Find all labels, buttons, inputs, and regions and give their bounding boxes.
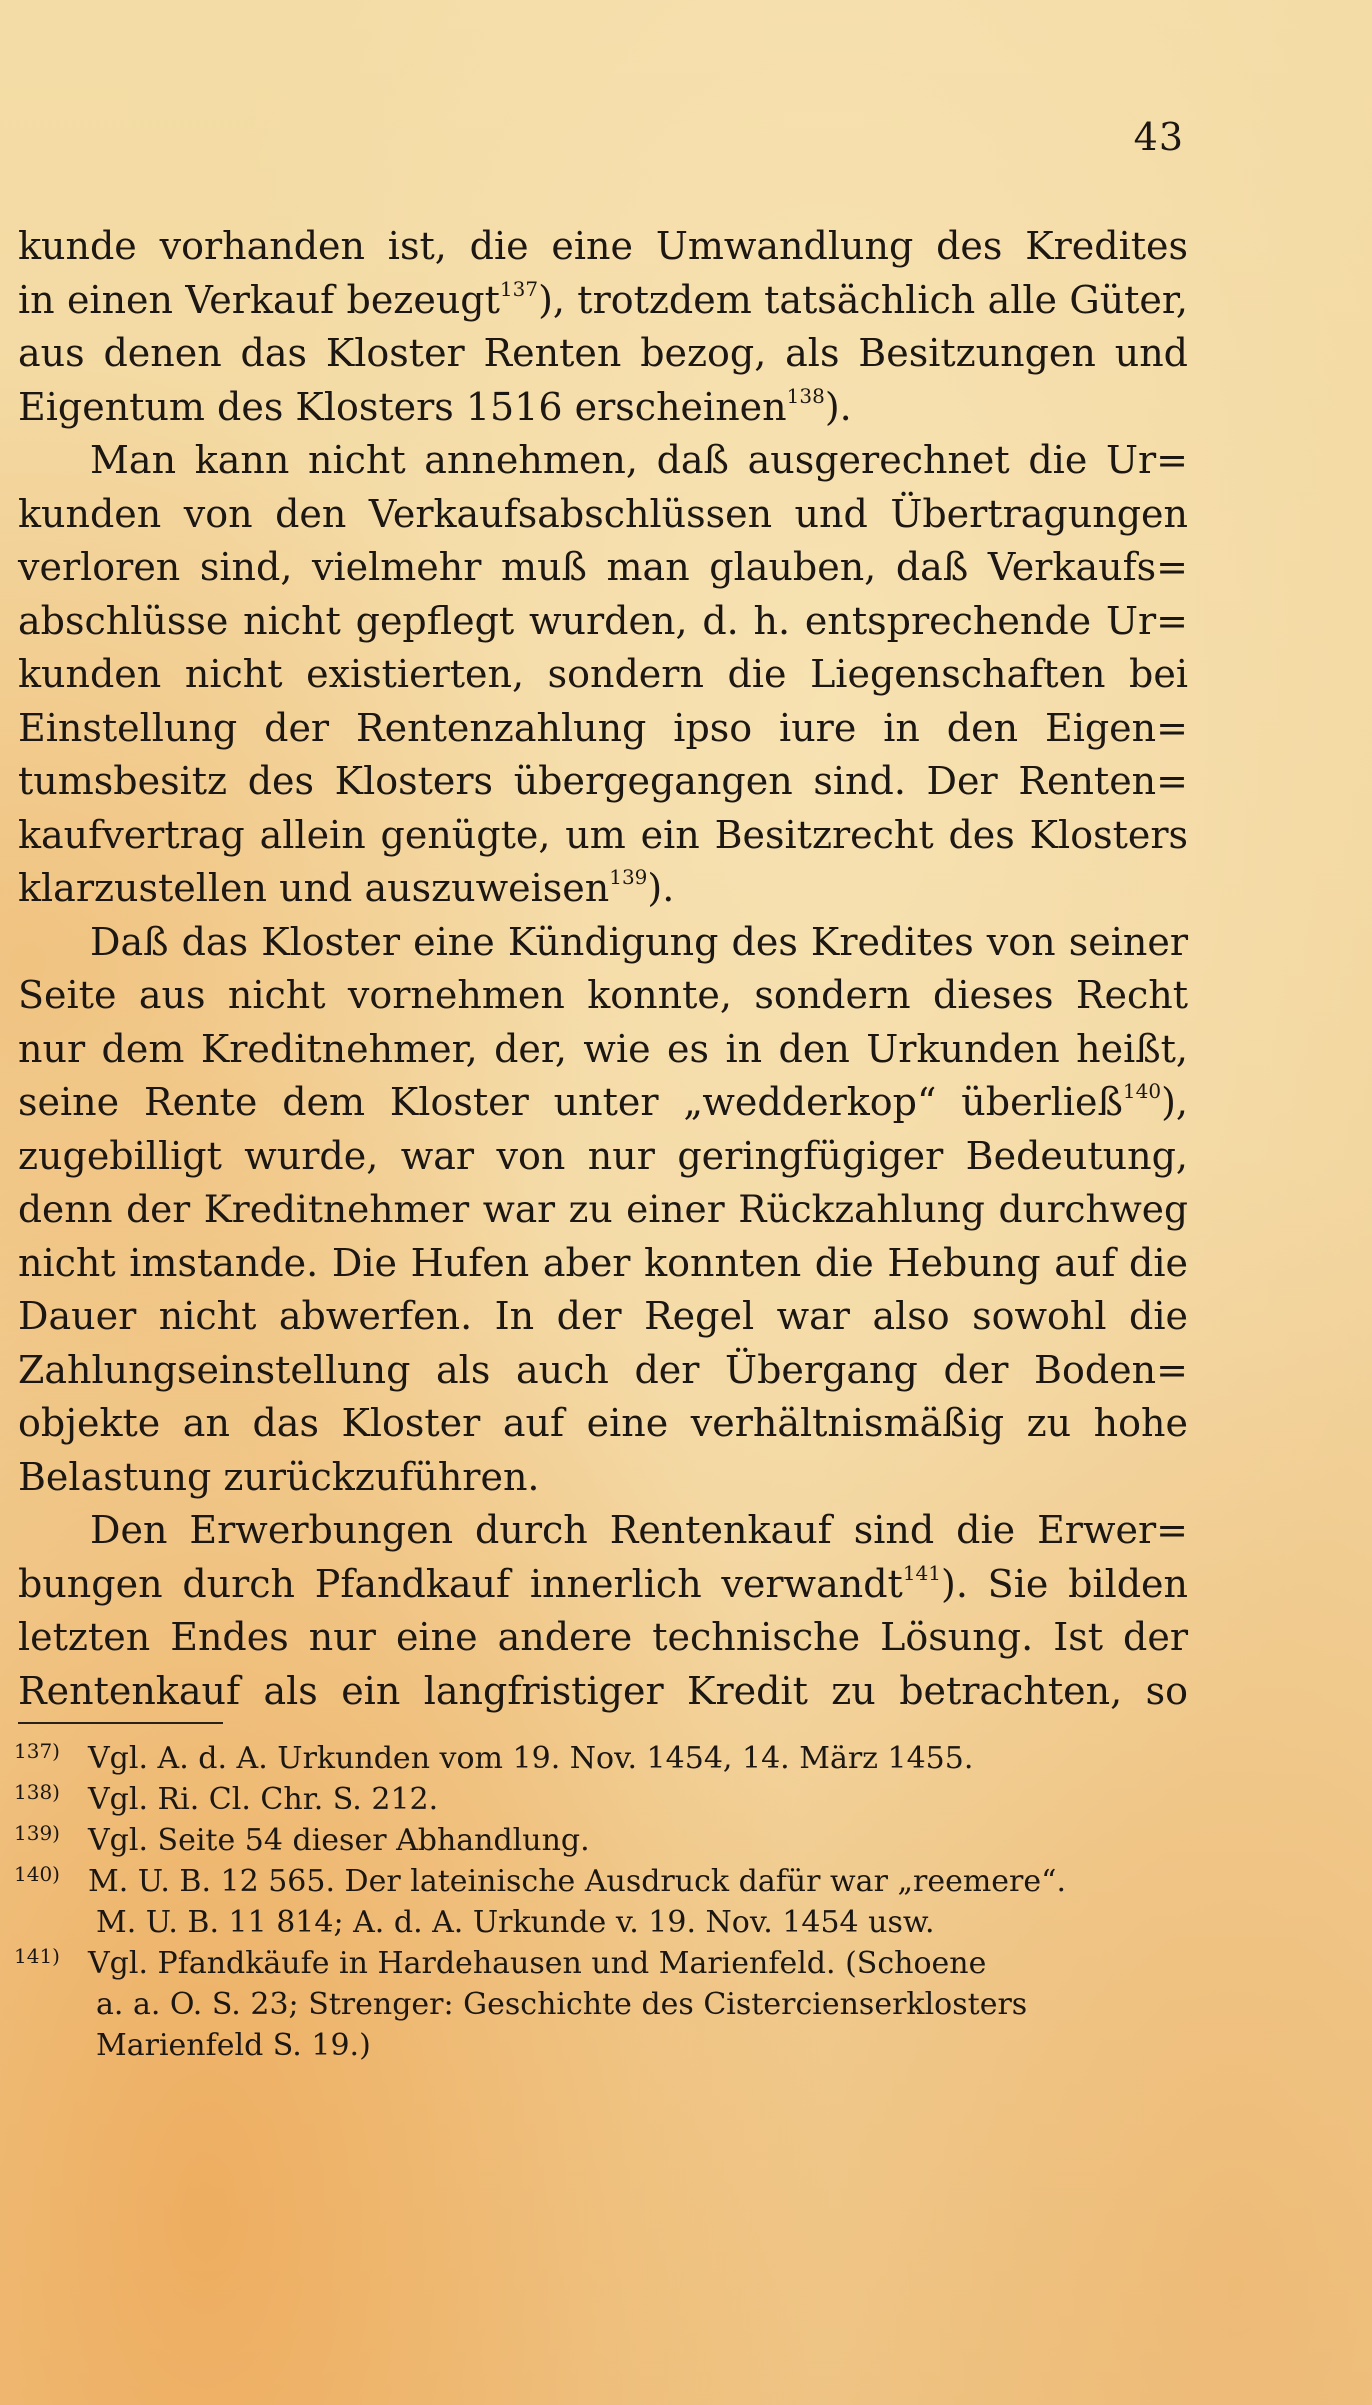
text-line (18, 274, 1188, 328)
footnote (14, 1943, 1194, 2066)
text-line-content: tumsbesitz des Klosters übergegangen sind. Der Renten= (18, 759, 1188, 803)
text-line-content: klarzustellen und auszuweisen (18, 866, 610, 910)
footnote-reference: 139 (609, 865, 648, 889)
text-line (18, 916, 1188, 970)
text-line (18, 702, 1188, 756)
text-line (18, 541, 1188, 595)
text-line-content: abschlüsse nicht gepflegt wurden, d. h. entsprechende Ur= (18, 598, 1188, 643)
text-line-tail: ). (824, 384, 852, 429)
text-line-content: kunden von den Verkaufsabschlüssen und Übertragungen (18, 491, 1188, 536)
text-line (18, 327, 1188, 381)
footnote-number: 137) (14, 1739, 60, 1763)
text-line (18, 1237, 1188, 1291)
footnote-number: 141) (14, 1944, 60, 1968)
text-line-content: kunden nicht existierten, sondern die Liegenschaften bei (18, 652, 1188, 696)
footnote-number: 138) (14, 1780, 60, 1804)
footnote (14, 1779, 1194, 1820)
footnote-reference: 141 (902, 1560, 941, 1585)
footnote-text: Vgl. Ri. Cl. Chr. S. 212. (88, 1782, 439, 1817)
text-line (18, 862, 1188, 916)
text-line (18, 1558, 1188, 1612)
footnote-number: 140) (14, 1862, 60, 1886)
page-number: 43 (1133, 115, 1184, 159)
text-line-content: aus denen das Kloster Renten bezog, als Besitzungen und (18, 331, 1188, 375)
text-line (18, 1076, 1188, 1130)
footnote (14, 1738, 1194, 1779)
text-line (18, 595, 1188, 649)
text-line-content: bungen durch Pfandkauf innerlich verwandt (18, 1561, 903, 1606)
footnote-number: 139) (14, 1821, 60, 1845)
text-line (18, 648, 1188, 702)
text-line-content: Dauer nicht abwerfen. In der Regel war also sowohl die (18, 1294, 1188, 1338)
text-line-content: Einstellung der Rentenzahlung ipso iure in den Eigen= (18, 705, 1188, 750)
text-line (18, 809, 1188, 863)
text-line (18, 1397, 1188, 1451)
footnote-text: a. a. O. S. 23; Strenger: Geschichte des Cistercienserklosters (96, 1987, 1028, 2022)
text-line (18, 1665, 1188, 1719)
text-line-content: seine Rente dem Kloster unter „wedderkop“ überließ (18, 1080, 1123, 1124)
text-line (18, 1451, 1188, 1505)
text-line-tail: ), trotzdem tatsächlich alle Güter, (538, 277, 1188, 322)
text-line-content: Zahlungseinstellung als auch der Übergang der Boden= (18, 1347, 1188, 1392)
footnote (14, 1861, 1194, 1943)
footnotes (14, 1738, 1194, 2066)
text-line-content: Daß das Kloster eine Kündigung des Kredites von seiner (90, 919, 1188, 964)
footnote-reference: 138 (786, 383, 825, 408)
text-line-tail: ), (1161, 1080, 1188, 1124)
text-line-content: Rentenkauf als ein langfristiger Kredit zu betrachten, so (18, 1668, 1188, 1713)
text-line-content: in einen Verkauf bezeugt (18, 277, 500, 322)
text-line (18, 1504, 1188, 1558)
text-line-content: kunde vorhanden ist, die eine Umwandlung des Kredites (18, 224, 1188, 268)
text-line (18, 220, 1188, 274)
text-line (18, 381, 1188, 435)
text-line-content: Man kann nicht annehmen, daß ausgerechnet die Ur= (90, 438, 1188, 482)
text-line-content: Eigentum des Klosters 1516 erscheinen (18, 384, 787, 429)
text-line (18, 488, 1188, 542)
footnote-reference: 137 (499, 276, 539, 301)
text-line-content: Den Erwerbungen durch Rentenkauf sind die Erwer= (90, 1508, 1188, 1552)
text-line (18, 434, 1188, 488)
text-line (18, 1344, 1188, 1398)
footnote (14, 1820, 1194, 1861)
main-text (18, 220, 1188, 1718)
text-line-content: Seite aus nicht vornehmen konnte, sondern dieses Recht (18, 973, 1188, 1017)
text-line-content: verloren sind, vielmehr muß man glauben, daß Verkaufs= (18, 545, 1188, 589)
text-line-content: objekte an das Kloster auf eine verhältnismäßig zu hohe (18, 1401, 1188, 1445)
text-line (18, 755, 1188, 809)
footnote-text: M. U. B. 11 814; A. d. A. Urkunde v. 19. Nov. 1454 usw. (96, 1905, 935, 1940)
text-line-content: Belastung zurückzuführen. (18, 1454, 540, 1499)
text-line (18, 1130, 1188, 1184)
footnote-reference: 140 (1122, 1079, 1162, 1103)
footnote-text: Vgl. Pfandkäufe in Hardehausen und Marienfeld. (Schoene (88, 1946, 987, 1981)
text-line (18, 1023, 1188, 1077)
text-line-content: denn der Kreditnehmer war zu einer Rückzahlung durchweg (18, 1187, 1188, 1231)
text-line (18, 1183, 1188, 1237)
text-line-content: letzten Endes nur eine andere technische Lösung. Ist der (18, 1615, 1188, 1659)
text-line (18, 1290, 1188, 1344)
footnote-text: Marienfeld S. 19.) (96, 2028, 371, 2063)
text-line-content: zugebilligt wurde, war von nur geringfügiger Bedeutung, (18, 1133, 1188, 1178)
text-line-content: kaufvertrag allein genügte, um ein Besitzrecht des Klosters (18, 812, 1188, 857)
footnote-separator (18, 1722, 223, 1724)
footnote-text: Vgl. A. d. A. Urkunden vom 19. Nov. 1454, 14. März 1455. (88, 1741, 974, 1776)
text-line-tail: ). Sie bilden (941, 1561, 1189, 1606)
footnote-text: Vgl. Seite 54 dieser Abhandlung. (88, 1823, 590, 1858)
footnote-text: M. U. B. 12 565. Der lateinische Ausdruck dafür war „reemere“. (88, 1864, 1067, 1899)
text-line-tail: ). (647, 866, 675, 910)
text-line (18, 1611, 1188, 1665)
text-line-content: nur dem Kreditnehmer, der, wie es in den Urkunden heißt, (18, 1026, 1188, 1071)
text-line-content: nicht imstande. Die Hufen aber konnten die Hebung auf die (18, 1240, 1188, 1285)
text-line (18, 969, 1188, 1023)
